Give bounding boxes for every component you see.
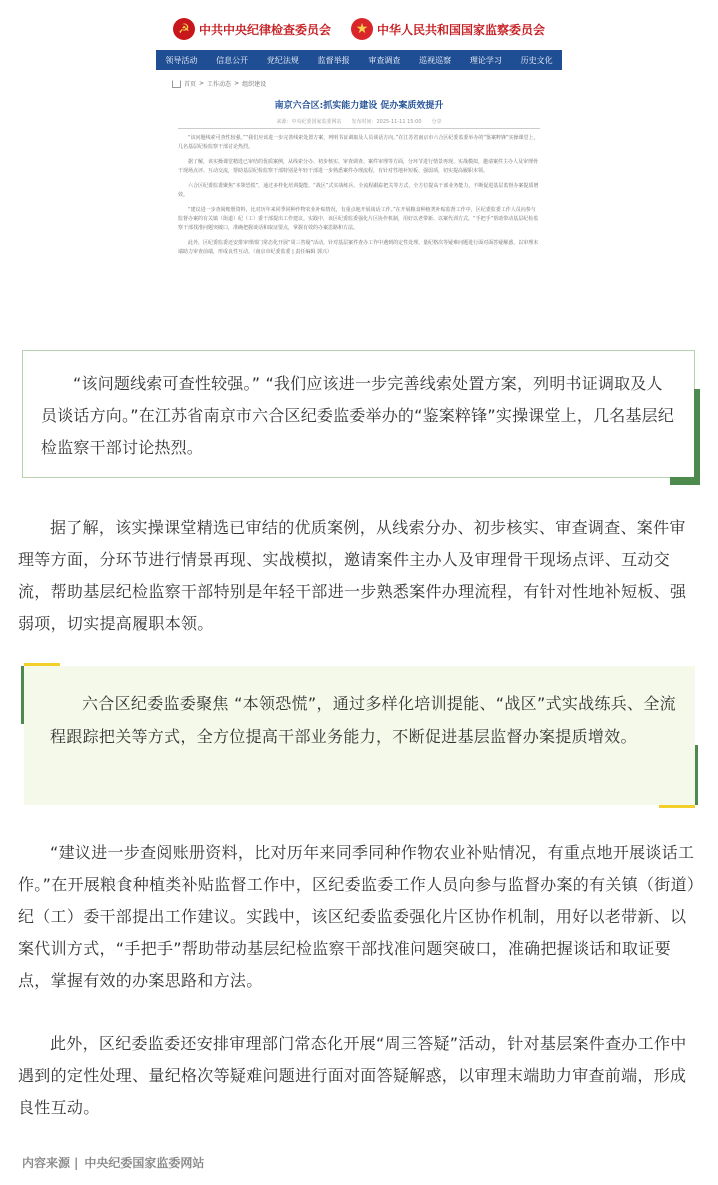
article-body <box>150 129 568 257</box>
source-label: 内容来源 <box>22 1156 71 1170</box>
body-paragraph-2: “建议进一步查阅账册资料，比对历年来同季同种作物农业补贴情况，有重点地开展谈话工作。”在开展粮食种植类补贴监督工作中，区纪委监委工作人员向参与监督办案的有关镇（街道）纪（工）委干部提出工作建议。实践中，该区纪委监委强化片区协作机制，用好以老带新、以案代训方式，“手把手”帮助带动基层纪检监察干部找准问题突破口，准确把握谈话和取证要点，掌握有效的办案思路和方法。 <box>18 843 696 990</box>
nav-item[interactable]: 审查调查 <box>368 55 401 65</box>
body-paragraph-1: 据了解，该实操课堂精选已审结的优质案例，从线索分办、初步核实、审查调查、案件审理等方面，分环节进行情景再现、实战模拟，邀请案件主办人及审理骨干现场点评、互动交流，帮助基层纪检监察干部特别是年轻干部进一步熟悉案件办理流程，有针对性地补短板、强弱项，切实提高履职本领。 <box>18 518 687 633</box>
nav-item[interactable]: 信息公开 <box>216 55 249 65</box>
box-bottom-accent <box>659 805 695 808</box>
article-screenshot <box>150 8 568 308</box>
org-right-name: 中华人民共和国国家监察委员会 <box>377 22 546 37</box>
box-right-accent <box>695 745 698 805</box>
content-source <box>22 1154 204 1171</box>
nav-item[interactable]: 党纪法规 <box>266 55 299 65</box>
national-emblem-icon: ★ <box>351 18 373 40</box>
nav-item[interactable]: 巡视巡察 <box>419 55 452 65</box>
article-meta: 来源：中央纪委国家监委网站 发布时间：2025-11-11 15:00 分享 <box>276 119 442 125</box>
source-value: 中央纪委国家监委网站 <box>84 1156 205 1170</box>
quote-2-text: 六合区纪委监委聚焦 “本领恐慌”，通过多样化培训提能、“战区”式实战练兵、全流程跟踪把关等方式，全方位提高干部业务能力，不断促进基层监督办案提质增效。 <box>50 694 676 746</box>
box-side-accent <box>694 389 700 485</box>
article-paragraph: 六合区纪委监委聚焦“本领恐慌”，通过多样化培训提能、“战区”式实战练兵、全流程跟踪把关等方式，全方位提高干部业务能力，不断促进基层监督办案提质增效。 <box>178 183 539 198</box>
source-separator: | <box>74 1156 79 1170</box>
org-left-name: 中共中央纪律检查委员会 <box>198 22 331 37</box>
org-right <box>351 18 545 40</box>
party-emblem-icon: ☭ <box>173 18 195 40</box>
article-title: 南京六合区:抓实能力建设 促办案质效提升 <box>274 101 444 111</box>
article-paragraph: “建议进一步查阅账册资料，比对历年来同季同种作物农业补贴情况，有重点地开展谈话工作。”在开展粮食种植类补贴监督工作中，区纪委监委工作人员向参与监督办案的有关镇（街道）纪（工）委干部提出工作建议。实践中，该区纪委监委强化片区协作机制，用好以老带新、以案代训方式，“手把手”帮助带动基层纪检监察干部找准问题突破口，准确把握谈话和取证要点，掌握有效的办案思路和方法。 <box>178 207 539 231</box>
breadcrumb-item[interactable]: 组织建设 <box>242 81 267 88</box>
home-icon <box>172 80 181 88</box>
breadcrumb-item[interactable]: 首页 <box>184 81 197 88</box>
nav-item[interactable]: 历史文化 <box>520 55 553 65</box>
org-left <box>173 18 331 40</box>
nav-item[interactable]: 监督举报 <box>317 55 350 65</box>
box-corner-accent <box>670 477 695 485</box>
breadcrumb <box>150 70 568 88</box>
breadcrumb-separator: > <box>234 80 240 87</box>
box-left-accent <box>21 666 24 724</box>
article-paragraph: 据了解，该实操课堂精选已审结的优质案例，从线索分办、初步核实、审查调查、案件审理等方面，分环节进行情景再现、实战模拟，邀请案件主办人及审理骨干现场点评、互动交流，帮助基层纪检监察干部特别是年轻干部进一步熟悉案件办理流程，有针对性地补短板、强弱项，切实提高履职本领。 <box>178 159 539 174</box>
quote-box-2 <box>24 666 695 805</box>
site-header <box>150 8 568 50</box>
breadcrumb-item[interactable]: 工作动态 <box>207 81 232 88</box>
quote-1-text: “该问题线索可查性较强。” “我们应该进一步完善线索处置方案，列明书证调取及人员谈话方向。”在江苏省南京市六合区纪委监委举办的“鉴案粹锋”实操课堂上，几名基层纪检监察干部讨论热烈。 <box>41 374 675 457</box>
nav-item[interactable]: 领导活动 <box>165 55 198 65</box>
box-top-accent <box>24 663 60 666</box>
breadcrumb-separator: > <box>199 80 205 87</box>
quote-box-1 <box>22 350 695 478</box>
site-nav <box>156 50 562 70</box>
article-paragraph: “该问题线索可查性较强。”“我们应该进一步完善线索处置方案，列明书证调取及人员谈话方向。”在江苏省南京市六合区纪委监委举办的“鉴案粹锋”实操课堂上，几名基层纪检监察干部讨论热烈。 <box>178 135 539 150</box>
body-paragraph-3: 此外，区纪委监委还安排审理部门常态化开展“周三答疑”活动，针对基层案件查办工作中遇到的定性处理、量纪格次等疑难问题进行面对面答疑解惑，以审理末端助力审查前端，形成良性互动。 <box>18 1034 687 1117</box>
nav-item[interactable]: 理论学习 <box>469 55 502 65</box>
article-paragraph: 此外，区纪委监委还安排审理部门常态化开展“周三答疑”活动，针对基层案件查办工作中遇到的定性处理、量纪格次等疑难问题进行面对面答疑解惑，以审理末端助力审查前端，形成良性互动。（南京市纪委监委 | 责任编辑 郭兴） <box>178 240 539 255</box>
